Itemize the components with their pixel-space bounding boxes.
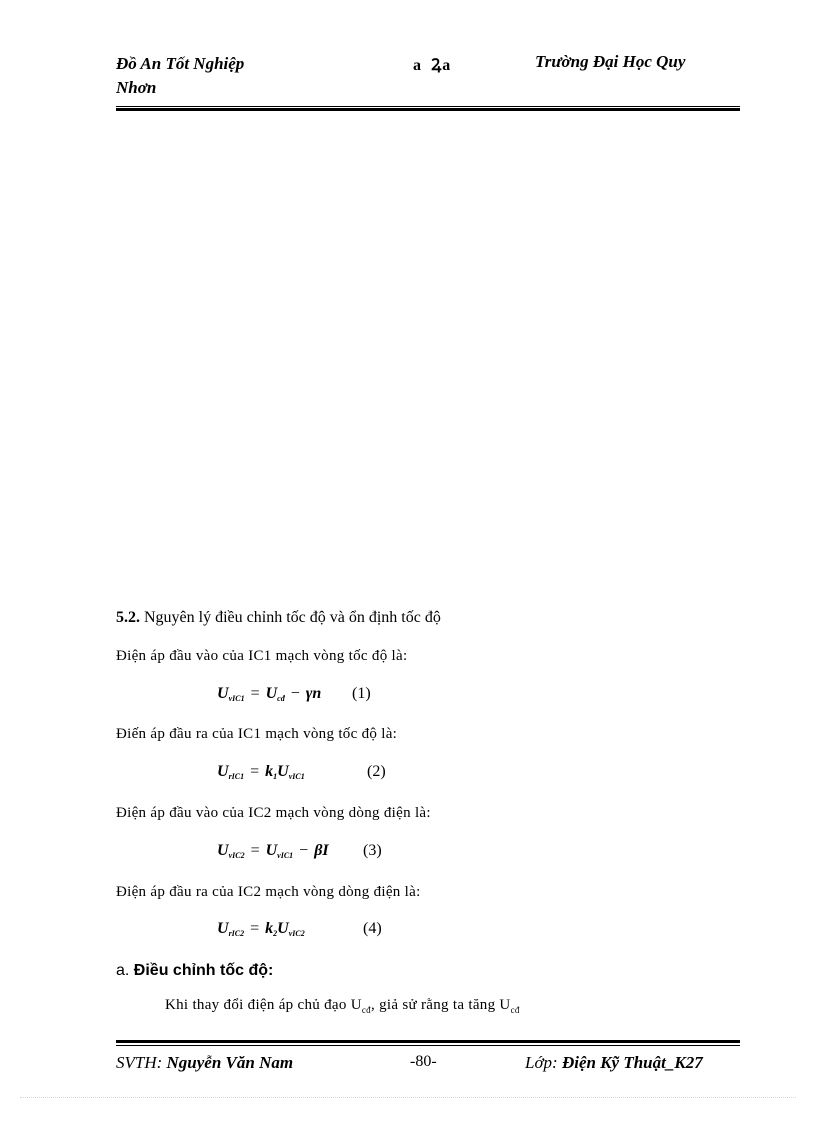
page-number: -80- [410, 1053, 437, 1070]
section-heading [116, 609, 441, 627]
footer-class [525, 1053, 703, 1073]
footer-divider-thick [116, 1040, 740, 1043]
equation-4: $U_{rIC2} = k_2U_{vIC2}$ (4) [217, 920, 382, 938]
equation-1-label: (1) [352, 685, 371, 702]
last-paragraph: Khi thay đổi điện áp chủ đạo $U_{cđ}$, giả sử rằng ta tăng $U_{cđ}$ [165, 997, 520, 1015]
footer-class-value: Điện Kỹ Thuật_K27 [561, 1053, 703, 1072]
header-left-title [116, 52, 296, 100]
footer-student-label: SVTH: [116, 1053, 163, 1072]
equation-4-label: (4) [363, 920, 382, 937]
equation-3-label: (3) [363, 842, 382, 859]
page-bottom-dotted-line [20, 1097, 796, 1098]
footer-divider-thin [116, 1045, 740, 1046]
footer-student-name: Nguyễn Văn Nam [166, 1053, 294, 1072]
equation-2-label: (2) [367, 763, 386, 780]
paragraph-2: Điến áp đầu ra của IC1 mạch vòng tốc độ là: [116, 726, 398, 742]
footer-class-label: Lớp: [525, 1053, 558, 1072]
header-left-line2: Nhơn [116, 78, 157, 97]
paragraph-1: Điện áp đầu vào của IC1 mạch vòng tốc độ là: [116, 648, 408, 664]
header-divider-thick [116, 108, 740, 111]
section-title: Nguyên lý điều chỉnh tốc độ và ổn định tốc độ [144, 609, 441, 626]
header-ornament-icon: a Ꝝa [413, 57, 452, 74]
subsection-heading [116, 962, 273, 980]
subsection-title: Điều chỉnh tốc độ: [133, 962, 274, 979]
equation-2: $U_{rIC1} = k_1U_{vIC1}$ (2) [217, 763, 386, 781]
header-right-title: Trường Đại Học Quy [535, 52, 686, 71]
section-number: 5.2. [116, 609, 140, 626]
paragraph-3: Điện áp đầu vào của IC2 mạch vòng dòng điện là: [116, 805, 431, 821]
header-left-line1: Đồ An Tốt Nghiệp [116, 54, 245, 73]
paragraph-4: Điện áp đầu ra của IC2 mạch vòng dòng điện là: [116, 884, 421, 900]
footer-student [116, 1053, 293, 1073]
equation-3: $U_{vIC2} = U_{vIC1} - \beta I$ (3) [217, 842, 382, 860]
header-divider-thin [116, 106, 740, 107]
subsection-label: a. [116, 962, 130, 979]
equation-1: $U_{vIC1} = U_{cđ} - \gamma n$ (1) [217, 685, 371, 703]
